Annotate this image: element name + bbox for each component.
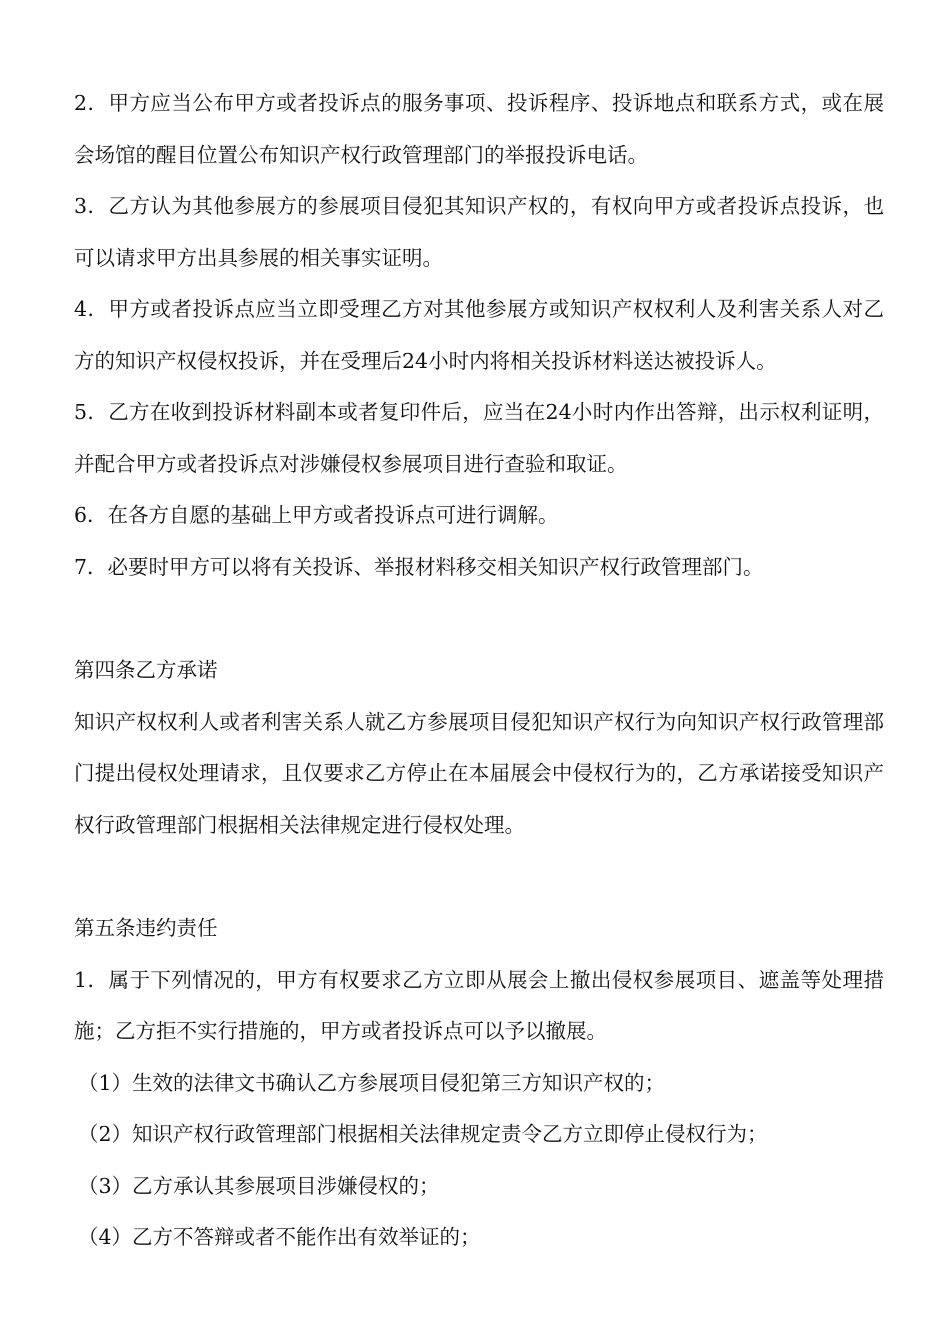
clause-item-5: 5．乙方在收到投诉材料副本或者复印件后，应当在24小时内作出答辩，出示权利证明，并配合甲方或者投诉点对涉嫌侵权参展项目进行查验和取证。: [74, 400, 884, 476]
section-5-subitem-3: （3）乙方承认其参展项目涉嫌侵权的；: [78, 1173, 440, 1198]
document-page: [74, 78, 884, 1264]
section-spacer: [74, 593, 884, 645]
section-5-subitem-4: （4）乙方不答辩或者不能作出有效举证的；: [78, 1225, 481, 1249]
clause-item-2: 2．甲方应当公布甲方或者投诉点的服务事项、投诉程序、投诉地点和联系方式，或在展会场馆的醒目位置公布知识产权行政管理部门的举报投诉电话。: [74, 91, 884, 167]
clause-item-6: 6．在各方自愿的基础上甲方或者投诉点可进行调解。: [74, 503, 559, 527]
section-5-heading: 第五条违约责任: [74, 916, 218, 940]
section-5-item-1: 1．属于下列情况的，甲方有权要求乙方立即从展会上撤出侵权参展项目、遮盖等处理措施；乙方拒不实行措施的，甲方或者投诉点可以予以撤展。: [74, 967, 884, 1043]
section-5-subitem-1: （1）生效的法律文书确认乙方参展项目侵犯第三方知识产权的；: [78, 1070, 666, 1095]
clause-item-3: 3．乙方认为其他参展方的参展项目侵犯其知识产权的，有权向甲方或者投诉点投诉，也可以请求甲方出具参展的相关事实证明。: [74, 194, 884, 270]
section-5-subitem-2: （2）知识产权行政管理部门根据相关法律规定责令乙方立即停止侵权行为；: [78, 1122, 768, 1146]
clause-item-7: 7．必要时甲方可以将有关投诉、举报材料移交相关知识产权行政管理部门。: [74, 554, 764, 579]
clause-item-4: 4．甲方或者投诉点应当立即受理乙方对其他参展方或知识产权权利人及利害关系人对乙方的知识产权侵权投诉，并在受理后24小时内将相关投诉材料送达被投诉人。: [74, 297, 884, 373]
section-spacer: [74, 851, 884, 903]
section-4-heading: 第四条乙方承诺: [74, 658, 218, 682]
section-4-body: 知识产权权利人或者利害关系人就乙方参展项目侵犯知识产权行为向知识产权行政管理部门提出侵权处理请求，且仅要求乙方停止在本届展会中侵权行为的，乙方承诺接受知识产权行政管理部门根据相关法律规定进行侵权处理。: [74, 709, 884, 837]
